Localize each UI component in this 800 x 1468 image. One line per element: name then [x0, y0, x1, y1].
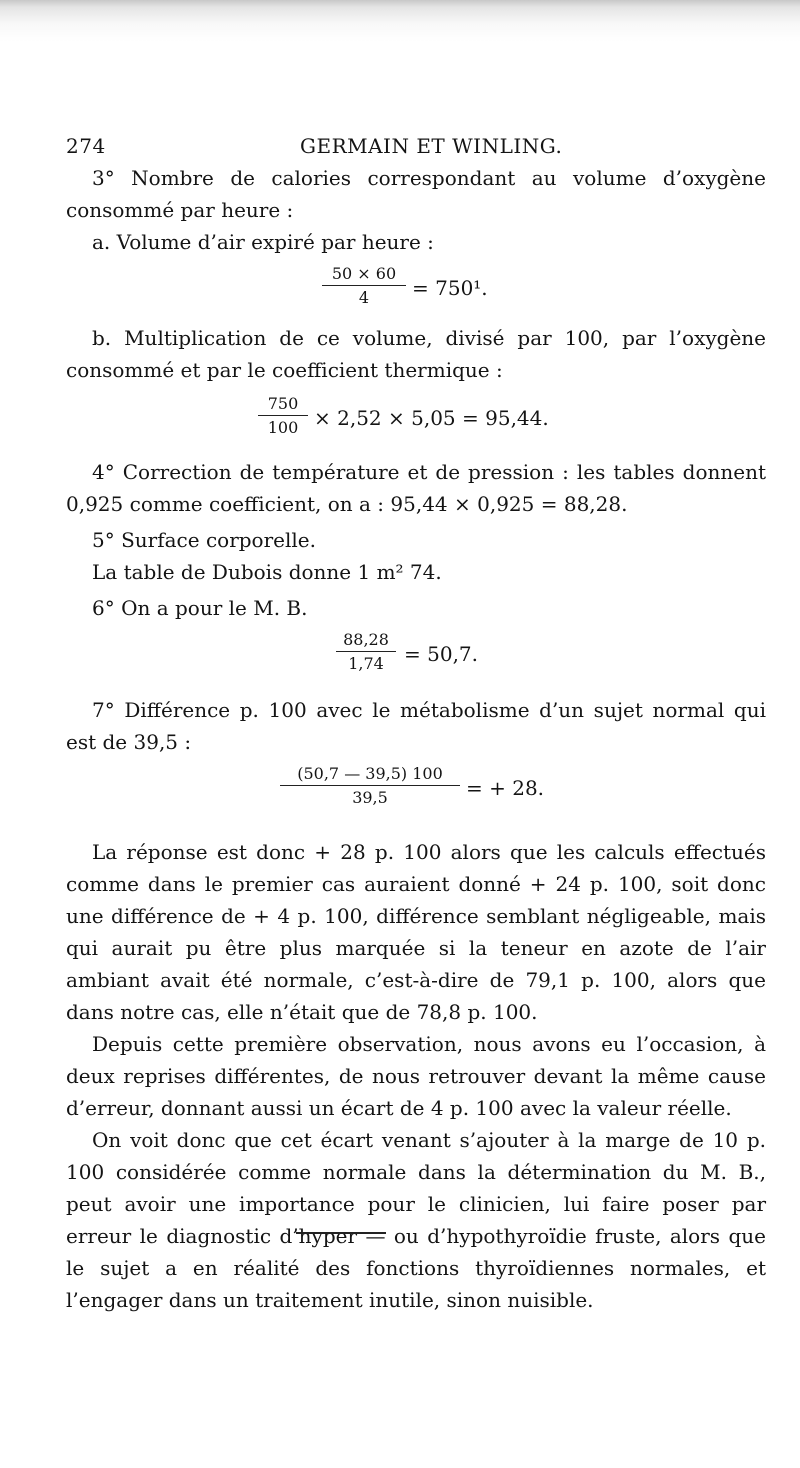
formula-difference — [66, 758, 766, 822]
formula-metabolism — [66, 624, 766, 688]
page-header — [66, 128, 766, 162]
section-7-heading: 7° Différence p. 100 avec le métabolisme d’un sujet normal qui est de 39,5 : — [66, 698, 766, 754]
fraction-denominator: 1,74 — [348, 654, 384, 673]
fraction-numerator: 750 — [258, 394, 308, 416]
formula-air-volume — [66, 258, 766, 322]
fraction — [336, 630, 396, 673]
formula-result: = 50,7. — [404, 642, 479, 666]
section-3b-text: b. Multiplication de ce volume, divisé par 100, par l’oxygène consommé et par le coefficient thermique : — [66, 326, 766, 382]
formula-result: = + 28. — [466, 776, 545, 800]
paragraph-response: La réponse est donc + 28 p. 100 alors que les calculs effectués comme dans le premier cas auraient donné + 24 p. 100, soit donc une différence de + 4 p. 100, différence semblant négligeable, mais qui aurait pu être plus marquée si la teneur en azote de l’air ambiant avait été normale, c’est-à-dire de 79,1 p. 100, alors que dans notre cas, elle n’était que de 78,8 p. 100. — [66, 840, 766, 1024]
fraction-numerator: 88,28 — [336, 630, 396, 652]
page-number: 274 — [66, 134, 106, 158]
paragraph-observation: Depuis cette première observation, nous avons eu l’occasion, à deux reprises différentes, de nous retrouver devant la même cause d’erreur, donnant aussi un écart de 4 p. 100 avec la valeur réelle. — [66, 1032, 766, 1120]
section-6-heading: 6° On a pour le M. B. — [92, 596, 308, 620]
fraction — [322, 264, 406, 307]
running-head: GERMAIN ET WINLING. — [300, 134, 563, 158]
section-5-heading: 5° Surface corporelle. — [92, 528, 316, 552]
formula-result: = 750¹. — [412, 276, 488, 300]
book-page — [66, 128, 766, 1316]
scan-top-edge — [0, 0, 800, 60]
formula-result: × 2,52 × 5,05 = 95,44. — [314, 406, 549, 430]
fraction-numerator: 50 × 60 — [322, 264, 406, 286]
paragraph-conclusion: On voit donc que cet écart venant s’ajouter à la marge de 10 p. 100 considérée comme normale dans la détermination du M. B., peut avoir une importance pour le clinicien, lui faire poser par erreur le diagnostic d’hyper — ou d’hypothyroïdie fruste, alors que le sujet a en réalité des fonctions thyroïdiennes normales, et l’engager dans un traitement inutile, sinon nuisible. — [66, 1128, 766, 1312]
section-3a-text: a. Volume d’air expiré par heure : — [92, 230, 434, 254]
formula-calories — [66, 386, 766, 450]
fraction — [280, 764, 460, 807]
fraction-denominator: 39,5 — [352, 788, 388, 807]
fraction — [258, 394, 308, 437]
fraction-denominator: 100 — [267, 418, 299, 437]
section-4-text: 4° Correction de température et de pression : les tables donnent 0,925 comme coefficient, on a : 95,44 × 0,925 = 88,28. — [66, 460, 766, 516]
section-3-heading: 3° Nombre de calories correspondant au volume d’oxygène consommé par heure : — [66, 166, 766, 222]
section-end-rule — [296, 1232, 386, 1234]
fraction-numerator: (50,7 — 39,5) 100 — [280, 764, 460, 786]
section-5-text: La table de Dubois donne 1 m² 74. — [92, 560, 442, 584]
fraction-denominator: 4 — [358, 288, 370, 307]
